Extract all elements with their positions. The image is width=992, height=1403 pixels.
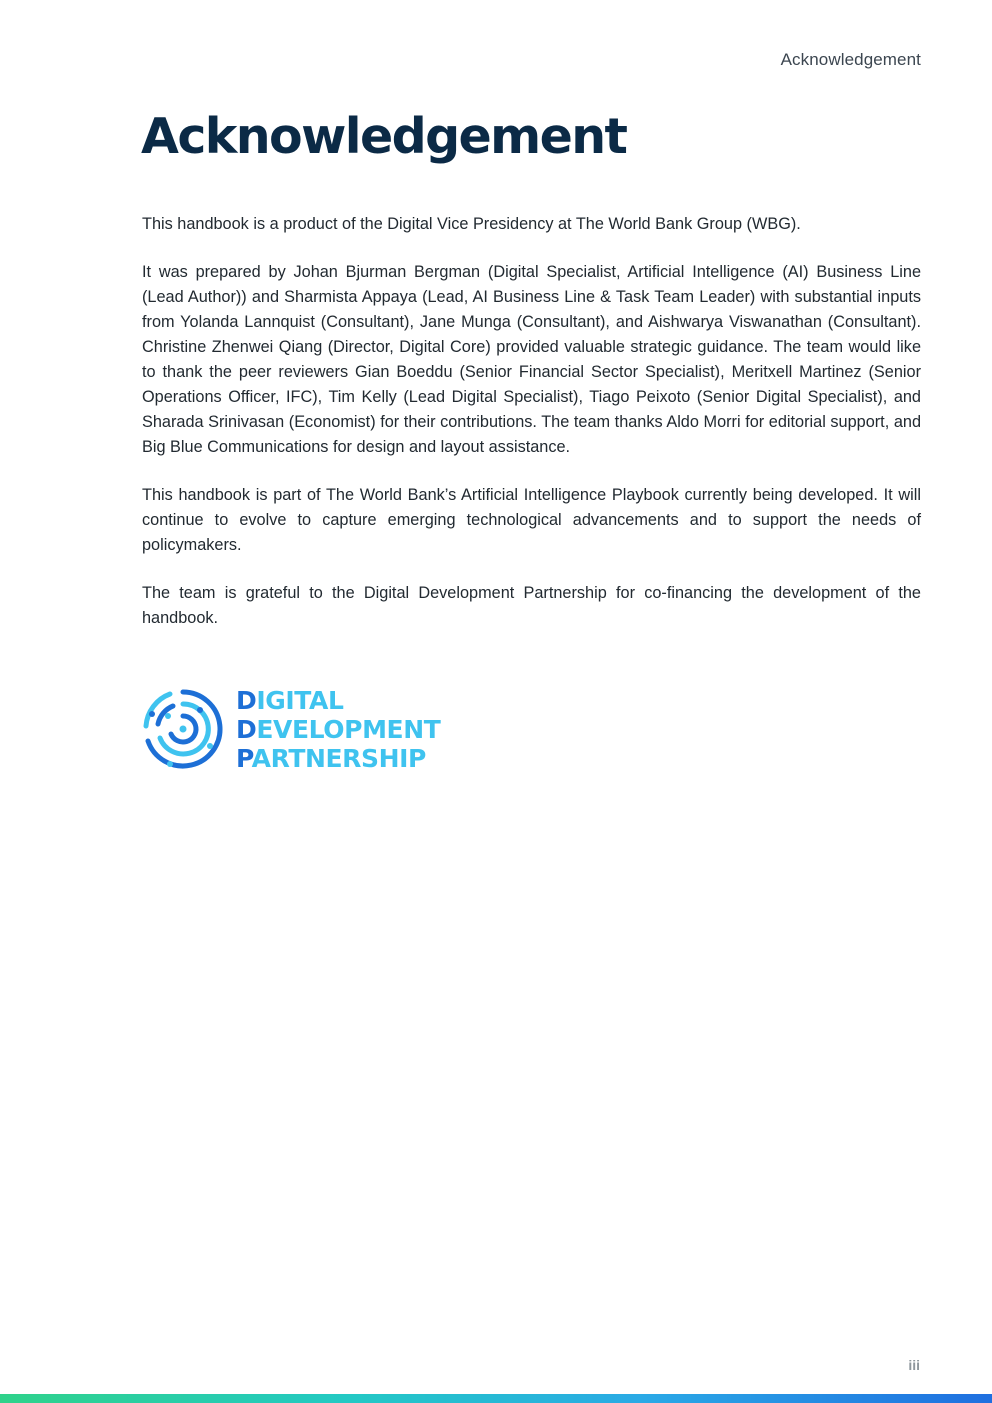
- ddp-line-partnership: PARTNERSHIP: [236, 744, 426, 773]
- paragraph-playbook: This handbook is part of The World Bank’s Artificial Intelligence Playbook currently being developed. It will continue to evolve to capture emerging technological advancements and to support the needs of policymakers.: [142, 486, 921, 554]
- ddp-line-development: DEVELOPMENT: [236, 715, 441, 744]
- page-title: Acknowledgement: [141, 108, 627, 165]
- running-header: Acknowledgement: [780, 50, 921, 69]
- ddp-wordmark: [236, 686, 440, 773]
- footer-gradient-bar: [0, 1394, 992, 1403]
- ddp-line-digital: DIGITAL: [236, 686, 344, 715]
- page-number: iii: [908, 1357, 920, 1373]
- paragraph-authors: It was prepared by Johan Bjurman Bergman (Digital Specialist, Artificial Intelligence (AI) Business Line (Lead Author)) and Sharmista Appaya (Lead, AI Business Line & Task Team Leader) with substantial inputs from Yolanda Lannquist (Consultant), Jane Munga (Consultant), and Aishwarya Viswanathan (Consultant). Christine Zhenwei Qiang (Director, Digital Core) provided valuable strategic guidance. The team would like to thank the peer reviewers Gian Boeddu (Senior Financial Sector Specialist), Meritxell Martinez (Senior Operations Officer, IFC), Tim Kelly (Lead Digital Specialist), Tiago Peixoto (Senior Digital Specialist), and Sharada Srinivasan (Economist) for their contributions. The team thanks Aldo Morri for editorial support, and Big Blue Communications for design and layout assistance.: [142, 263, 921, 456]
- ddp-logo: [140, 686, 450, 776]
- paragraph-intro: This handbook is a product of the Digital Vice Presidency at The World Bank Group (WBG).: [142, 215, 801, 233]
- ddp-spiral-icon: [140, 686, 226, 772]
- paragraph-funding: The team is grateful to the Digital Development Partnership for co-financing the development of the handbook.: [142, 584, 921, 627]
- body-text: [142, 212, 921, 654]
